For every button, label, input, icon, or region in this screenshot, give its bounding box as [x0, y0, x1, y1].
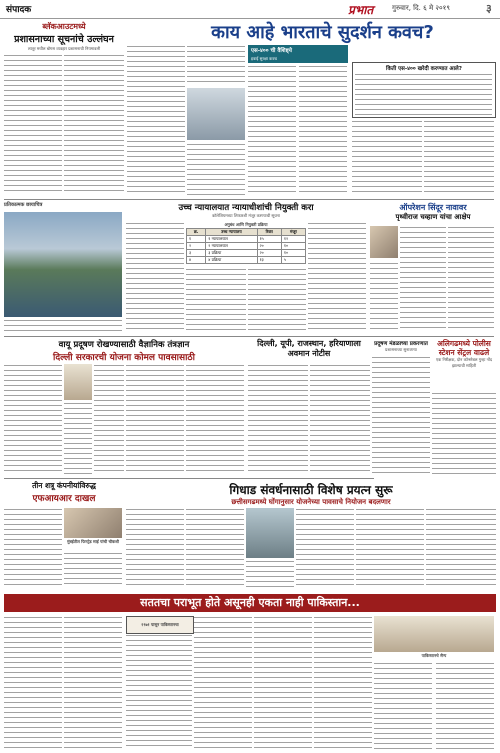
- photo-caption: [4, 319, 122, 333]
- text-column: [4, 364, 62, 474]
- text-column: [400, 226, 446, 332]
- text-column: [248, 364, 308, 474]
- text-column: [296, 508, 354, 588]
- board-title: प्रदूषण मंडळाच्या प्रकरणात: [374, 341, 428, 347]
- text-column: [424, 120, 494, 195]
- chavan-photo: [370, 226, 398, 258]
- text-column: [64, 616, 122, 750]
- vulture-photo: [246, 508, 294, 558]
- vulture-story: [126, 481, 496, 507]
- text-column: [64, 552, 122, 588]
- text-column: [4, 508, 62, 588]
- text-column: [4, 54, 62, 194]
- dateline: गुरुवार, दि. ६ मे २०१९: [392, 4, 450, 12]
- story-deck: लातूर मधील बोगस व्यवहार प्रशासनाची नियमावली: [27, 46, 101, 51]
- text-column: [64, 402, 92, 474]
- text-column: [186, 268, 246, 332]
- text-column: [64, 54, 124, 194]
- text-column: [187, 45, 245, 85]
- brand-logo: प्रभात: [348, 3, 374, 17]
- table-header: उच्च न्यायालय: [206, 229, 257, 236]
- delhi-story: [248, 339, 370, 359]
- text-column: [372, 356, 430, 474]
- bottom-box-label: १९७१ पासून पाकिस्तानचा: [141, 622, 179, 627]
- court-title: उच्च न्यायालयात न्यायाधीशांची नियुक्ती करा: [178, 203, 314, 213]
- text-column: [186, 508, 244, 588]
- story-title: प्रशासनाच्या सूचनांचे उल्लंघन: [14, 34, 114, 45]
- fir-story: [4, 481, 124, 504]
- court-deck: कॉलेजियमच्या शिफारशी मंजूर करण्याची सूचना: [212, 213, 280, 218]
- police-title: अलिगढमध्ये पोलीस स्टेशन सेंट्रल वाढले: [437, 339, 491, 357]
- soldiers-caption: पाकिस्तानचे सैन्य: [421, 653, 447, 658]
- table-row: १ १ न्यायालयात १५ १२: [187, 236, 306, 243]
- table-row: ३ ३ प्रक्रिया २० १०: [187, 250, 306, 257]
- page-header: [0, 0, 500, 19]
- police-deck: एक निरीक्षक, दोन कॉन्स्टेबल गुन्हा नोंद झाल्याची माहिती: [435, 357, 493, 368]
- story-blackout: [4, 21, 124, 52]
- text-column: [314, 616, 372, 750]
- s400-purchase-box: [352, 62, 496, 118]
- text-column: [248, 268, 306, 332]
- text-column: [248, 65, 296, 193]
- text-column: [127, 45, 185, 195]
- table-title: अनुबंध आणि नियुक्ती प्रक्रिया: [224, 222, 268, 227]
- text-column: [126, 634, 192, 750]
- text-column: [299, 65, 347, 193]
- text-column: [432, 392, 496, 474]
- text-column: [308, 222, 366, 332]
- text-column: [426, 508, 496, 588]
- s400-box: [248, 45, 348, 195]
- bottom-banner: [4, 594, 496, 612]
- text-column: [448, 226, 494, 332]
- text-column: [352, 120, 422, 195]
- text-column: [186, 364, 244, 474]
- main-headline: काय आहे भारताचे सुदर्शन कवच?: [211, 22, 434, 43]
- sindoor-subtitle: पृथ्वीराज चव्हाण यांचा आक्षेप: [395, 213, 471, 221]
- vulture-title: गिधाड संवर्धनासाठी विशेष प्रयत्न सुरू: [229, 483, 393, 497]
- table-header: रिक्त: [257, 229, 281, 236]
- section-label: संपादक: [6, 5, 32, 15]
- page-number: ३: [486, 2, 492, 15]
- minister-photo: [64, 364, 92, 400]
- divider: [4, 478, 374, 479]
- divider: [4, 199, 494, 200]
- fir-caption: मुंबईतील फिनट्रेड साईं यांची चौकशी: [67, 539, 119, 544]
- photo-block: [4, 202, 122, 208]
- sindoor-title: ऑपरेशन सिंदूर नावावर: [399, 203, 467, 212]
- text-column: [126, 508, 184, 588]
- text-column: [436, 662, 494, 750]
- s400-photo: [187, 88, 245, 140]
- police-story: [432, 339, 496, 369]
- text-column: [187, 143, 245, 195]
- text-column: [356, 508, 424, 588]
- text-column: [4, 616, 62, 750]
- text-column: [254, 616, 312, 750]
- text-column: [246, 560, 294, 588]
- sindoor-story: [370, 202, 496, 222]
- delhi-title: दिल्ली, यूपी, राजस्थान, हरियाणाला अवमान नोटीस: [257, 339, 361, 358]
- board-story: [372, 339, 430, 353]
- fir-title: एफआयआर दाखल: [32, 494, 96, 504]
- text-column: [374, 662, 432, 750]
- text-column: [94, 364, 124, 474]
- bottom-box: [126, 616, 194, 634]
- vacancy-table: [186, 222, 306, 264]
- s400-sub: हवाई सुरक्षा कवच: [248, 55, 348, 63]
- pollution-story: [4, 339, 244, 363]
- story-kicker: ब्लॅकआउटमध्ये: [42, 22, 86, 31]
- box-title: किती एस-४०० खरेदी करण्यात आले?: [386, 66, 462, 72]
- divider: [4, 336, 494, 337]
- box-text: [355, 73, 492, 115]
- board-deck: प्रशासनाच्या सुनावण्या: [385, 347, 417, 352]
- table-row: ४ ४ प्रक्रिया १३ ५: [187, 257, 306, 264]
- soldiers-photo: [374, 616, 494, 652]
- fir-kicker: तीन शत्रू कंपनीयांविरुद्ध: [32, 481, 96, 490]
- photo-label: प्रतिकात्मक छायाचित्र: [4, 202, 43, 208]
- text-column: [194, 616, 252, 750]
- table-row: २ २ न्यायालयात २० १०: [187, 243, 306, 250]
- data-table: [186, 228, 306, 264]
- table-header: मंजूर: [281, 229, 305, 236]
- text-column: [126, 222, 184, 332]
- pollution-kicker: वायू प्रदूषण रोखण्यासाठी वैज्ञानिक तंत्रज्ञान: [58, 340, 190, 350]
- court-story: [126, 202, 366, 219]
- pollution-title: दिल्ली सरकारची योजना कोमल पावसासाठी: [53, 353, 195, 363]
- accused-photo: [64, 508, 122, 538]
- text-column: [126, 364, 184, 474]
- text-column: [370, 262, 398, 332]
- text-column: [310, 364, 370, 474]
- vulture-deck: छत्तीसगढमध्ये घोंगानुसार योजनेच्या पावसाचे नियोजन बदलणार: [231, 498, 391, 506]
- s400-label: एस-४०० ची वैशिष्ट्ये: [248, 45, 348, 55]
- dal-lake-photo: [4, 212, 122, 317]
- table-header: क्र.: [187, 229, 206, 236]
- bottom-title: सततचा पराभूत होते असूनही एकता नाही पाकिस्तान...: [140, 596, 360, 609]
